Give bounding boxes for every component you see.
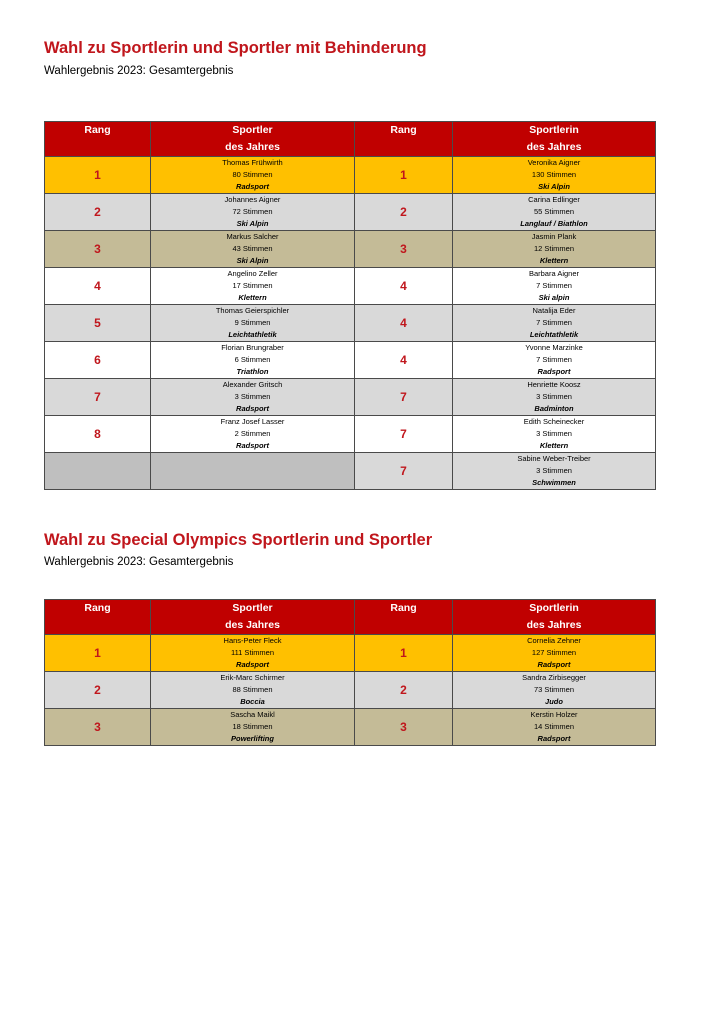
athlete-cell-women <box>453 194 656 231</box>
table-row <box>45 379 656 416</box>
athlete-cell-women <box>453 157 656 194</box>
rank-cell-men: 2 <box>45 194 151 231</box>
athlete-cell-men <box>151 268 355 305</box>
rank-cell-men: 1 <box>45 635 151 672</box>
athlete-name: Sabine Weber-Treiber <box>517 454 591 463</box>
athlete-sport: Radsport <box>537 660 571 669</box>
athlete-sport: Ski Alpin <box>236 219 269 228</box>
athlete-votes: 17 Stimmen <box>232 281 273 290</box>
athlete-votes: 7 Stimmen <box>536 318 572 327</box>
athlete-cell-men <box>151 305 355 342</box>
rank-cell-men: 8 <box>45 416 151 453</box>
athlete-votes: 43 Stimmen <box>232 244 273 253</box>
athlete-name: Natalija Eder <box>532 306 576 315</box>
athlete-name: Johannes Aigner <box>224 195 281 204</box>
athlete-cell-women <box>453 709 656 746</box>
athlete-name: Barbara Aigner <box>528 269 580 278</box>
rank-cell-women: 4 <box>355 305 453 342</box>
rank-cell-women: 1 <box>355 635 453 672</box>
athlete-sport: Radsport <box>537 734 571 743</box>
header-sportler: Sportler des Jahres <box>151 122 355 157</box>
athlete-name: Florian Brungraber <box>221 343 284 352</box>
athlete-votes: 55 Stimmen <box>533 207 575 216</box>
athlete-name: Angelino Zeller <box>227 269 278 278</box>
athlete-sport: Klettern <box>238 293 267 302</box>
athlete-cell-men <box>151 672 355 709</box>
athlete-cell-women <box>453 672 656 709</box>
header-sportler: Sportler des Jahres <box>151 600 355 635</box>
athlete-votes: 130 Stimmen <box>531 170 577 179</box>
athlete-sport: Radsport <box>236 404 269 413</box>
athlete-name: Franz Josef Lasser <box>220 417 285 426</box>
table-row <box>45 268 656 305</box>
table-row <box>45 635 656 672</box>
rank-cell-women: 3 <box>355 231 453 268</box>
athlete-name: Sandra Zirbisegger <box>522 673 586 682</box>
results-table-special-olympics <box>44 599 656 746</box>
athlete-votes: 72 Stimmen <box>232 207 273 216</box>
rank-cell-men: 7 <box>45 379 151 416</box>
table-row <box>45 672 656 709</box>
athlete-sport: Ski alpin <box>538 293 570 302</box>
athlete-votes: 127 Stimmen <box>531 648 577 657</box>
table-row <box>45 416 656 453</box>
section1-title: Wahl zu Sportlerin und Sportler mit Behinderung <box>44 39 427 57</box>
header-sportlerin: Sportlerin des Jahres <box>453 122 656 157</box>
rank-cell-men: 4 <box>45 268 151 305</box>
rank-cell-women: 2 <box>355 194 453 231</box>
athlete-sport: Radsport <box>236 660 269 669</box>
athlete-sport: Radsport <box>537 367 571 376</box>
athlete-sport: Klettern <box>539 256 569 265</box>
athlete-cell-men <box>151 194 355 231</box>
athlete-name: Edith Scheinecker <box>523 417 585 426</box>
section1-subtitle: Wahlergebnis 2023: Gesamtergebnis <box>44 65 234 77</box>
athlete-name: Carina Edlinger <box>528 195 580 204</box>
rank-cell-men: 1 <box>45 157 151 194</box>
athlete-votes: 88 Stimmen <box>232 685 273 694</box>
athlete-cell-men <box>151 379 355 416</box>
athlete-name: Thomas Frühwirth <box>222 158 283 167</box>
athlete-name: Cornelia Zehner <box>527 636 581 645</box>
athlete-name: Hans-Peter Fleck <box>223 636 282 645</box>
athlete-cell-men <box>151 635 355 672</box>
athlete-sport: Powerlifting <box>231 734 274 743</box>
athlete-sport: Triathlon <box>236 367 269 376</box>
athlete-name: Alexander Gritsch <box>222 380 283 389</box>
athlete-name: Sascha Maikl <box>230 710 275 719</box>
athlete-cell-women <box>453 635 656 672</box>
rank-cell-men: 5 <box>45 305 151 342</box>
athlete-sport: Radsport <box>236 441 269 450</box>
athlete-cell-men <box>151 709 355 746</box>
athlete-votes: 3 Stimmen <box>536 392 572 401</box>
athlete-sport: Ski Alpin <box>538 182 570 191</box>
athlete-cell-women <box>453 453 656 490</box>
rank-cell-men: 3 <box>45 709 151 746</box>
results-table-disability <box>44 121 656 490</box>
athlete-name: Thomas Geierspichler <box>215 306 290 315</box>
athlete-votes: 9 Stimmen <box>234 318 271 327</box>
table-header-row <box>45 600 656 635</box>
athlete-votes: 3 Stimmen <box>234 392 271 401</box>
athlete-votes: 12 Stimmen <box>533 244 575 253</box>
athlete-votes: 7 Stimmen <box>536 281 572 290</box>
athlete-sport: Leichtathletik <box>529 330 579 339</box>
athlete-votes: 7 Stimmen <box>536 355 572 364</box>
header-rank-men: Rang <box>45 600 151 635</box>
athlete-sport: Judo <box>545 697 563 706</box>
athlete-cell-men <box>151 342 355 379</box>
table-row <box>45 231 656 268</box>
athlete-cell-men <box>151 231 355 268</box>
athlete-name: Erik-Marc Schirmer <box>220 673 285 682</box>
athlete-votes: 6 Stimmen <box>234 355 271 364</box>
athlete-sport: Radsport <box>236 182 269 191</box>
athlete-sport: Klettern <box>539 441 569 450</box>
athlete-cell-women <box>453 416 656 453</box>
table-header-row <box>45 122 656 157</box>
athlete-sport: Langlauf / Biathlon <box>520 219 588 228</box>
athlete-cell-men <box>151 416 355 453</box>
rank-cell-women: 3 <box>355 709 453 746</box>
athlete-sport: Boccia <box>240 697 265 706</box>
header-rank-men: Rang <box>45 122 151 157</box>
athlete-votes: 14 Stimmen <box>533 722 575 731</box>
rank-cell-women: 4 <box>355 342 453 379</box>
empty-cell <box>151 453 355 490</box>
athlete-sport: Leichtathletik <box>228 330 277 339</box>
athlete-votes: 18 Stimmen <box>232 722 273 731</box>
athlete-cell-women <box>453 342 656 379</box>
table-row <box>45 342 656 379</box>
section2-subtitle: Wahlergebnis 2023: Gesamtergebnis <box>44 556 234 568</box>
athlete-votes: 3 Stimmen <box>536 466 572 475</box>
athlete-name: Jasmin Plank <box>531 232 577 241</box>
header-rank-women: Rang <box>355 600 453 635</box>
athlete-sport: Schwimmen <box>532 478 576 487</box>
athlete-sport: Ski Alpin <box>236 256 269 265</box>
athlete-votes: 2 Stimmen <box>234 429 271 438</box>
section2-title: Wahl zu Special Olympics Sportlerin und Sportler <box>44 531 433 549</box>
athlete-name: Henriette Koosz <box>527 380 581 389</box>
rank-cell-women: 4 <box>355 268 453 305</box>
rank-cell-women: 2 <box>355 672 453 709</box>
empty-cell <box>45 453 151 490</box>
table-row <box>45 194 656 231</box>
athlete-cell-men <box>151 157 355 194</box>
rank-cell-women: 7 <box>355 453 453 490</box>
table-row <box>45 305 656 342</box>
athlete-cell-women <box>453 305 656 342</box>
rank-cell-women: 7 <box>355 379 453 416</box>
rank-cell-women: 1 <box>355 157 453 194</box>
rank-cell-men: 2 <box>45 672 151 709</box>
rank-cell-men: 3 <box>45 231 151 268</box>
athlete-cell-women <box>453 231 656 268</box>
table-row <box>45 157 656 194</box>
athlete-votes: 3 Stimmen <box>536 429 572 438</box>
athlete-cell-women <box>453 379 656 416</box>
rank-cell-men: 6 <box>45 342 151 379</box>
athlete-votes: 80 Stimmen <box>232 170 273 179</box>
header-sportlerin: Sportlerin des Jahres <box>453 600 656 635</box>
athlete-sport: Badminton <box>534 404 574 413</box>
athlete-votes: 111 Stimmen <box>230 648 275 657</box>
header-rank-women: Rang <box>355 122 453 157</box>
table-row <box>45 453 656 490</box>
rank-cell-women: 7 <box>355 416 453 453</box>
athlete-name: Yvonne Marzinke <box>525 343 583 352</box>
athlete-name: Kerstin Holzer <box>530 710 578 719</box>
athlete-votes: 73 Stimmen <box>533 685 575 694</box>
athlete-name: Veronika Aigner <box>527 158 581 167</box>
athlete-name: Markus Salcher <box>226 232 279 241</box>
athlete-cell-women <box>453 268 656 305</box>
table-row <box>45 709 656 746</box>
